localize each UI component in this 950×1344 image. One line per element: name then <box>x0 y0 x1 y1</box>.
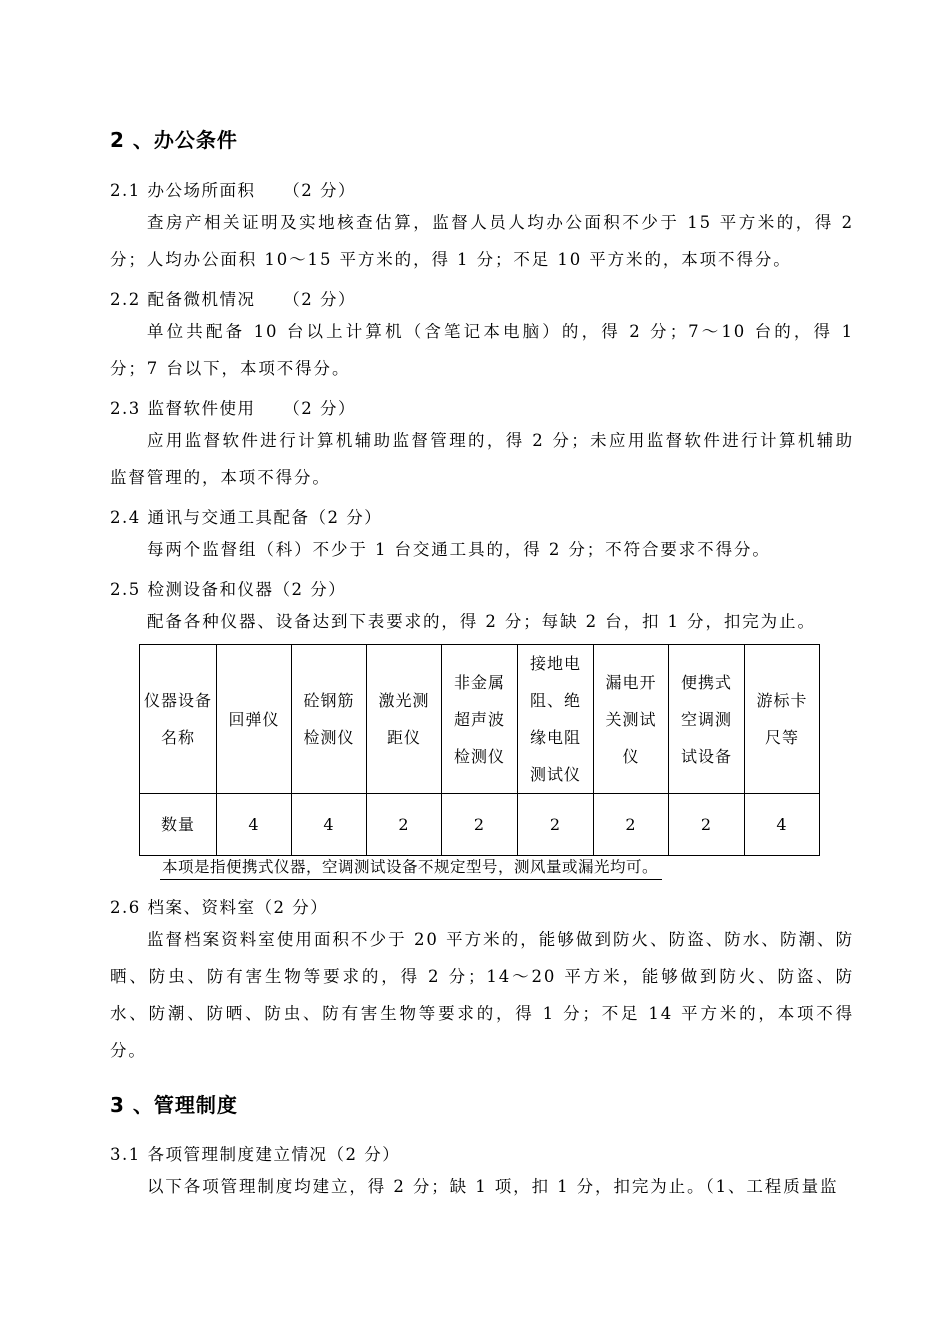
equipment-name-cell: 回弹仪 <box>217 645 292 794</box>
equipment-count-cell: 4 <box>745 794 820 856</box>
item-2-5-heading: 2.5 检测设备和仪器（2 分） <box>110 580 347 599</box>
section-2-title: 2 、办公条件 <box>110 128 238 152</box>
equipment-table-note: 本项是指便携式仪器，空调测试设备不规定型号，测风量或漏光均可。 <box>160 855 662 880</box>
equipment-name-cell: 漏电开关测试仪 <box>594 645 669 794</box>
equipment-count-cell: 2 <box>518 794 594 856</box>
item-2-1-text: 查房产相关证明及实地核查估算，监督人员人均办公面积不少于 15 平方米的，得 2 分；人均办公面积 10～15 平方米的，得 1 分；不足 10 平方米的，本项不得分。 <box>110 213 854 269</box>
item-2-4-text: 每两个监督组（科）不少于 1 台交通工具的，得 2 分；不符合要求不得分。 <box>147 540 771 559</box>
equipment-count-header: 数量 <box>140 794 217 856</box>
equipment-count-cell: 2 <box>442 794 518 856</box>
equipment-name-cell: 接地电阻、绝缘电阻测试仪 <box>518 645 594 794</box>
item-2-3-heading: 2.3 监督软件使用 （2 分） <box>110 399 356 418</box>
equipment-name-cell: 游标卡尺等 <box>745 645 820 794</box>
equipment-name-cell: 非金属超声波检测仪 <box>442 645 518 794</box>
item-2-1-heading: 2.1 办公场所面积 （2 分） <box>110 181 356 200</box>
equipment-count-cell: 2 <box>367 794 442 856</box>
equipment-name-header: 仪器设备名称 <box>140 645 217 794</box>
equipment-count-cell: 4 <box>292 794 367 856</box>
item-2-6-heading: 2.6 档案、资料室（2 分） <box>110 898 329 917</box>
item-2-6-text: 监督档案资料室使用面积不少于 20 平方米的，能够做到防火、防盗、防水、防潮、防晒、防虫、防有害生物等要求的，得 2 分；14～20 平方米，能够做到防火、防盗、防水、防潮、防晒、防虫、防有害生物等要求的，得 1 分；不足 14 平方米的，本项不得分。 <box>110 930 854 1060</box>
equipment-name-cell: 便携式空调测试设备 <box>669 645 745 794</box>
section-3-title: 3 、管理制度 <box>110 1093 238 1117</box>
item-2-5-text: 配备各种仪器、设备达到下表要求的，得 2 分；每缺 2 台，扣 1 分，扣完为止。 <box>147 612 816 631</box>
equipment-count-cell: 2 <box>594 794 669 856</box>
item-3-1-heading: 3.1 各项管理制度建立情况（2 分） <box>110 1145 401 1164</box>
equipment-count-row <box>140 794 820 856</box>
equipment-count-cell: 4 <box>217 794 292 856</box>
equipment-name-cell: 砼钢筋检测仪 <box>292 645 367 794</box>
item-2-4-heading: 2.4 通讯与交通工具配备（2 分） <box>110 508 383 527</box>
equipment-count-cell: 2 <box>669 794 745 856</box>
item-3-1-text: 以下各项管理制度均建立，得 2 分；缺 1 项，扣 1 分，扣完为止。（1、工程质量监 <box>147 1177 839 1196</box>
equipment-name-cell: 激光测距仪 <box>367 645 442 794</box>
item-2-2-text: 单位共配备 10 台以上计算机（含笔记本电脑）的，得 2 分；7～10 台的，得 1 分；7 台以下，本项不得分。 <box>110 322 854 378</box>
item-2-2-heading: 2.2 配备微机情况 （2 分） <box>110 290 356 309</box>
equipment-name-row <box>140 645 820 794</box>
item-2-3-text: 应用监督软件进行计算机辅助监督管理的，得 2 分；未应用监督软件进行计算机辅助监督管理的，本项不得分。 <box>110 431 854 487</box>
equipment-table <box>139 644 820 856</box>
